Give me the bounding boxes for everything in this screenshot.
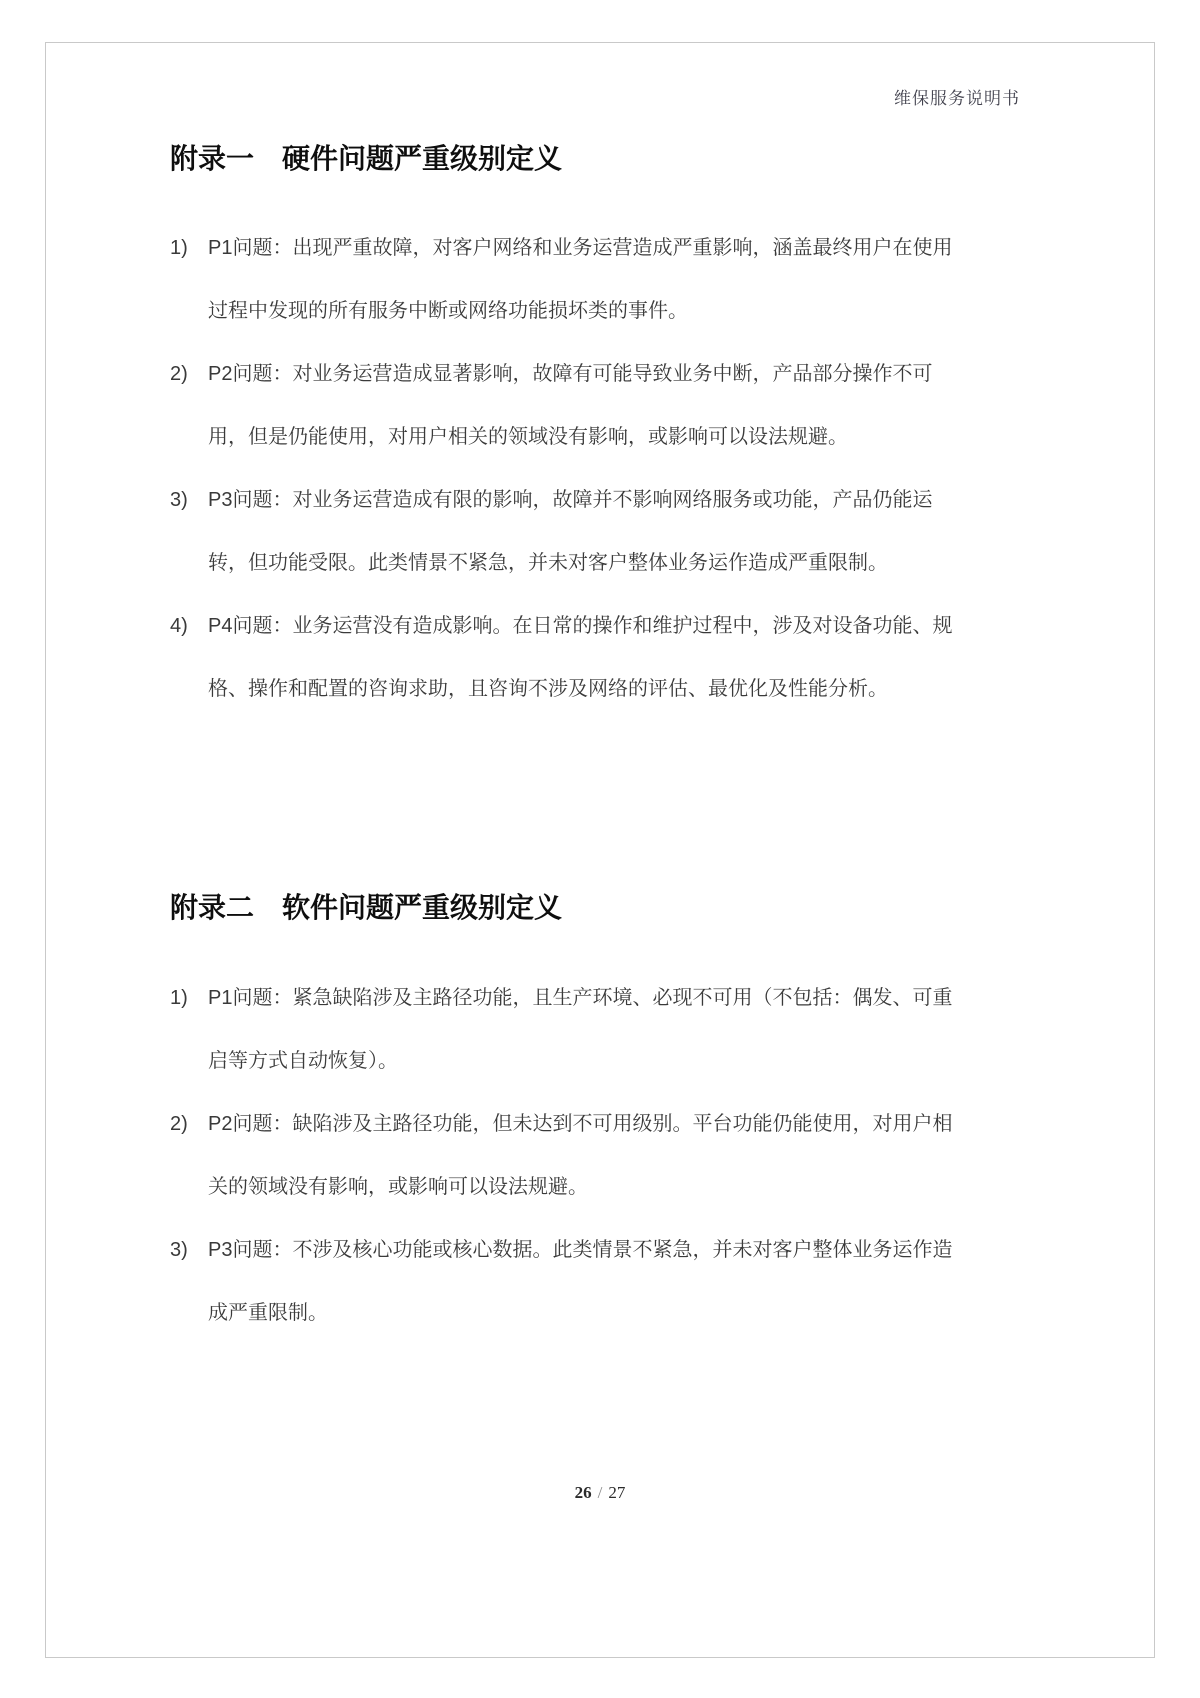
appendix2-title: 附录二 软件问题严重级别定义 bbox=[170, 892, 563, 923]
list-item bbox=[170, 217, 952, 280]
list-item-line: 成严重限制。 bbox=[208, 1302, 328, 1324]
list-item-line: 启等方式自动恢复）。 bbox=[208, 1050, 398, 1072]
list-item-line: P2问题：对业务运营造成显著影响，故障有可能导致业务中断，产品部分操作不可 bbox=[208, 363, 933, 385]
appendix2-list bbox=[170, 967, 952, 1345]
list-item-line: 过程中发现的所有服务中断或网络功能损坏类的事件。 bbox=[208, 300, 688, 322]
list-item-marker: 1) bbox=[170, 237, 188, 259]
list-item bbox=[170, 469, 952, 532]
list-item bbox=[170, 1093, 952, 1156]
list-item-marker: 3) bbox=[170, 1239, 188, 1261]
list-item-marker: 2) bbox=[170, 1113, 188, 1135]
page-footer bbox=[0, 1483, 1200, 1503]
list-item-marker: 3) bbox=[170, 489, 188, 511]
list-item bbox=[170, 967, 952, 1030]
page-number-separator: / bbox=[597, 1483, 603, 1502]
page-number-total: 27 bbox=[608, 1483, 626, 1502]
appendix1-list bbox=[170, 217, 952, 721]
list-item-line: P4问题：业务运营没有造成影响。在日常的操作和维护过程中，涉及对设备功能、规 bbox=[208, 615, 953, 637]
list-item bbox=[170, 343, 952, 406]
page-number-current: 26 bbox=[574, 1483, 592, 1502]
list-item-line: P1问题：出现严重故障，对客户网络和业务运营造成严重影响，涵盖最终用户在使用 bbox=[208, 237, 953, 259]
list-item-line: 用，但是仍能使用，对用户相关的领域没有影响，或影响可以设法规避。 bbox=[208, 426, 848, 448]
list-item-line: 格、操作和配置的咨询求助，且咨询不涉及网络的评估、最优化及性能分析。 bbox=[208, 678, 888, 700]
list-item-line: P1问题：紧急缺陷涉及主路径功能，且生产环境、必现不可用（不包括：偶发、可重 bbox=[208, 987, 953, 1009]
list-item-marker: 1) bbox=[170, 987, 188, 1009]
list-item bbox=[170, 1219, 952, 1282]
list-item-line: P3问题：不涉及核心功能或核心数据。此类情景不紧急，并未对客户整体业务运作造 bbox=[208, 1239, 953, 1261]
list-item bbox=[170, 595, 952, 658]
list-item-line: P2问题：缺陷涉及主路径功能，但未达到不可用级别。平台功能仍能使用，对用户相 bbox=[208, 1113, 953, 1135]
list-item-marker: 2) bbox=[170, 363, 188, 385]
list-item-line: 转，但功能受限。此类情景不紧急，并未对客户整体业务运作造成严重限制。 bbox=[208, 552, 888, 574]
list-item-line: P3问题：对业务运营造成有限的影响，故障并不影响网络服务或功能，产品仍能运 bbox=[208, 489, 933, 511]
doc-header-title: 维保服务说明书 bbox=[894, 89, 1020, 108]
list-item-line: 关的领域没有影响，或影响可以设法规避。 bbox=[208, 1176, 588, 1198]
list-item-marker: 4) bbox=[170, 615, 188, 637]
appendix1-title: 附录一 硬件问题严重级别定义 bbox=[170, 143, 563, 174]
